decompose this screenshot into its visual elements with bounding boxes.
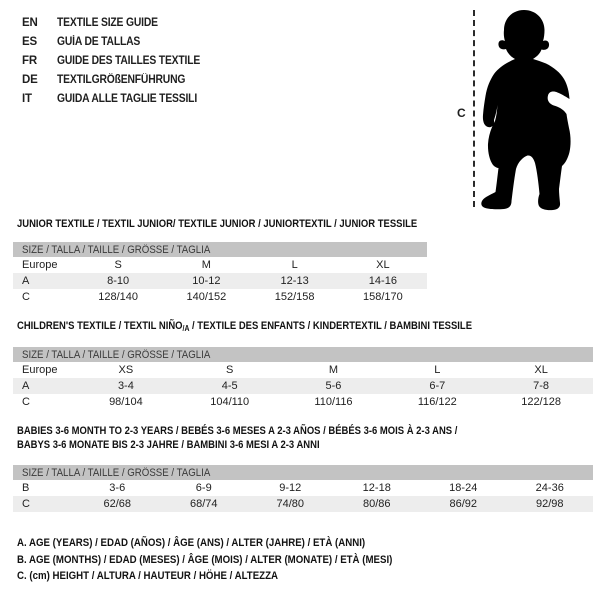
legend-code: ES (22, 36, 37, 48)
table-row (13, 480, 593, 496)
size-cell: 5-6 (325, 380, 342, 392)
row-label: C (22, 396, 30, 408)
size-cell: 122/128 (521, 396, 561, 408)
footnote-c: C. (cm) HEIGHT / ALTURA / HAUTEUR / HÖHE / ALTEZZA (17, 570, 279, 582)
row-label: A (22, 275, 30, 287)
footnote-a: A. AGE (YEARS) / EDAD (AÑOS) / ÂGE (ANS) / ALTER (JAHRE) / ETÀ (ANNI) (17, 537, 366, 549)
toddler-silhouette-icon (480, 8, 575, 213)
language-legend (22, 14, 216, 109)
junior-table-section (13, 217, 427, 305)
legend-code: FR (22, 55, 37, 67)
size-header-bar: SIZE / TALLA / TAILLE / GRÖSSE / TAGLIA (13, 465, 593, 480)
size-cell: 6-7 (429, 380, 446, 392)
size-cell: 116/122 (417, 396, 457, 408)
size-cell: 98/104 (109, 396, 143, 408)
children-table-title (13, 319, 593, 336)
table-row (13, 257, 427, 273)
legend-row-de (22, 71, 216, 90)
table-row (13, 273, 427, 289)
table-row (13, 394, 593, 410)
legend-text: GUIDA ALLE TAGLIE TESSILI (57, 93, 198, 105)
footnotes (17, 535, 444, 585)
size-cell: 18-24 (449, 482, 478, 494)
size-cell: 6-9 (195, 482, 212, 494)
babies-table-section (13, 424, 593, 512)
size-cell: XL (376, 259, 390, 271)
table-row (13, 378, 593, 394)
babies-table-title (13, 424, 593, 452)
size-header-bar: SIZE / TALLA / TAILLE / GRÖSSE / TAGLIA (13, 347, 593, 362)
size-cell: 140/152 (186, 291, 227, 303)
table-row (13, 496, 593, 512)
table-title-line: BABYS 3-6 MONATE BIS 2-3 JAHRE / BAMBINI 3-6 MESI A 2-3 ANNI (17, 439, 320, 451)
height-figure (452, 8, 598, 214)
size-cell: 24-36 (535, 482, 564, 494)
size-cell: 3-4 (117, 380, 134, 392)
row-label: A (22, 380, 30, 392)
size-header-bar: SIZE / TALLA / TAILLE / GRÖSSE / TAGLIA (13, 242, 427, 257)
size-cell: 128/140 (98, 291, 138, 303)
height-measure-label: C (457, 106, 466, 120)
size-cell: M (328, 364, 339, 376)
size-cell: L (291, 259, 298, 271)
size-cell: 80/86 (362, 498, 391, 510)
size-cell: 7-8 (533, 380, 550, 392)
children-table-section (13, 319, 593, 410)
footnote-b: B. AGE (MONTHS) / EDAD (MESES) / ÂGE (MOIS) / ALTER (MONATE) / ETÀ (MESI) (17, 553, 393, 566)
size-cell: 152/158 (274, 291, 315, 303)
legend-code: IT (22, 93, 32, 105)
row-label: Europe (22, 259, 58, 271)
table-row (13, 362, 593, 378)
size-cell: 4-5 (221, 380, 238, 392)
table-title-line: JUNIOR TEXTILE / TEXTIL JUNIOR/ TEXTILE JUNIOR / JUNIORTEXTIL / JUNIOR TESSILE (17, 218, 418, 230)
babies-size-table (13, 465, 593, 512)
table-row (13, 289, 427, 305)
size-cell: 10-12 (192, 275, 221, 287)
junior-table-title (13, 217, 427, 231)
legend-row-en (22, 14, 216, 33)
row-label: B (22, 482, 30, 494)
size-cell: 62/68 (103, 498, 132, 510)
size-cell: S (226, 364, 234, 376)
legend-row-fr (22, 52, 216, 71)
row-label: C (22, 291, 30, 303)
size-cell: 110/116 (314, 396, 353, 408)
size-cell: 12-13 (280, 275, 309, 287)
size-cell: L (434, 364, 441, 376)
row-label: Europe (22, 364, 58, 376)
size-cell: 158/170 (362, 291, 403, 303)
size-cell: XS (118, 364, 134, 376)
size-cell: 92/98 (535, 498, 564, 510)
size-cell: M (201, 259, 211, 271)
legend-text: TEXTILE SIZE GUIDE (57, 17, 158, 29)
legend-code: EN (22, 17, 38, 29)
legend-text: GUÍA DE TALLAS (57, 36, 141, 48)
size-cell: XL (534, 364, 548, 376)
size-cell: 3-6 (109, 482, 126, 494)
table-title-line: BABIES 3-6 MONTH TO 2-3 YEARS / BEBÉS 3-6 MESES A 2-3 AÑOS / BÉBÉS 3-6 MOIS À 2-3 ANS / (17, 425, 458, 437)
junior-size-table (13, 242, 427, 305)
size-cell: 104/110 (210, 396, 250, 408)
legend-row-es (22, 33, 216, 52)
size-cell: 74/80 (276, 498, 305, 510)
size-cell: 14-16 (368, 275, 397, 287)
size-cell: 9-12 (279, 482, 302, 494)
legend-row-it (22, 90, 216, 109)
row-label: C (22, 498, 30, 510)
legend-text: TEXTILGRÖßENFÜHRUNG (57, 74, 186, 86)
legend-text: GUIDE DES TAILLES TEXTILE (57, 55, 201, 67)
size-cell: 8-10 (107, 275, 130, 287)
height-measure-line (473, 10, 475, 207)
children-size-table (13, 347, 593, 410)
legend-code: DE (22, 74, 38, 86)
size-cell: 68/74 (189, 498, 218, 510)
size-cell: 12-18 (362, 482, 391, 494)
size-cell: S (114, 259, 122, 271)
table-title-line: CHILDREN'S TEXTILE / TEXTIL $NIÑO_{/A}$ / TEXTILE DES ENFANTS / KINDERTEXTIL / BAMBINI TESSILE (17, 320, 473, 333)
size-cell: 86/92 (449, 498, 478, 510)
